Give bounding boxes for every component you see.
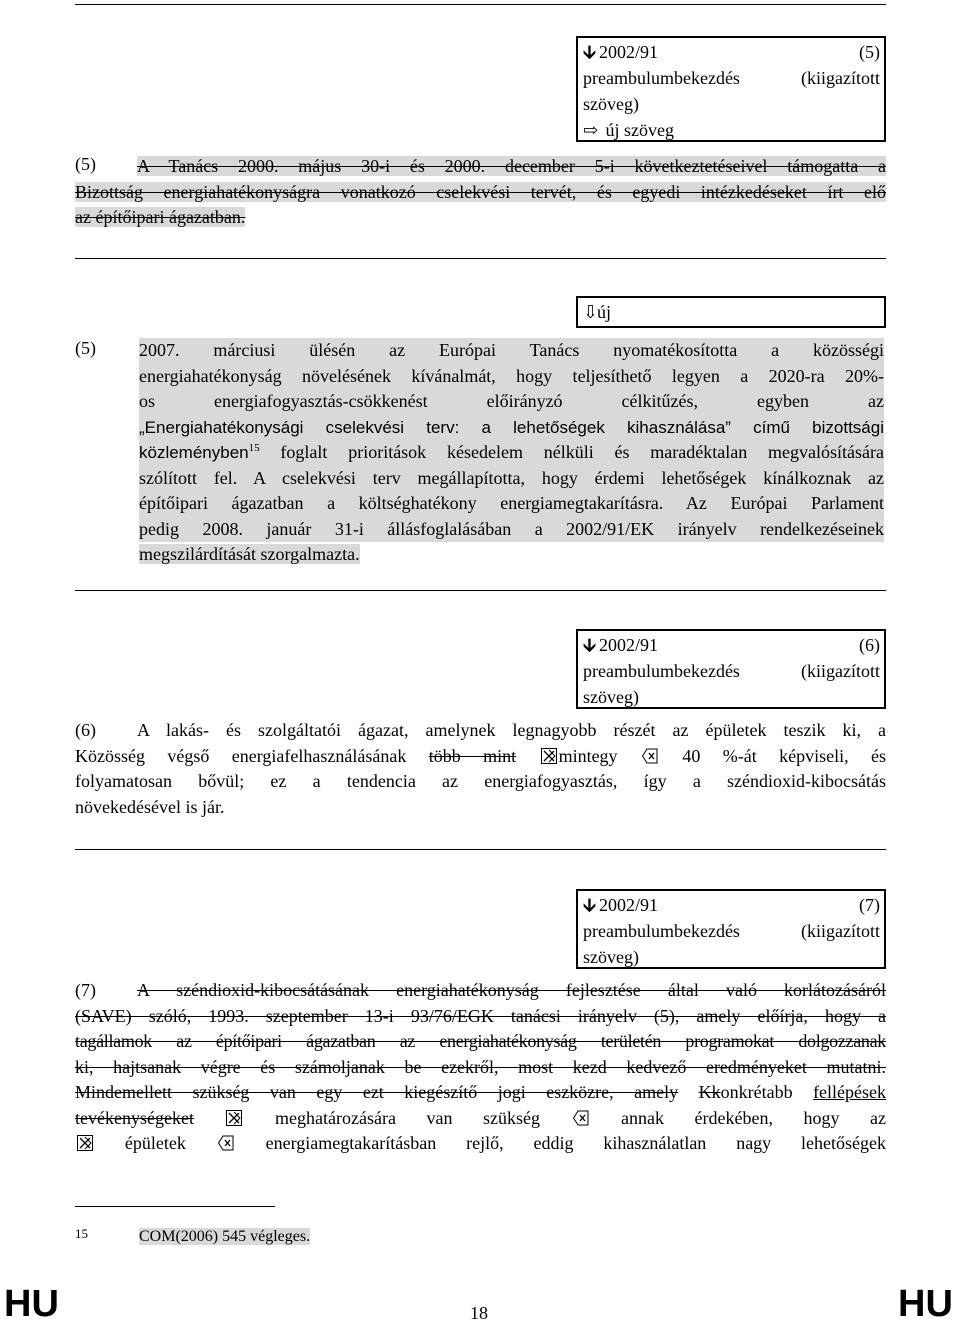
language-code-left: HU xyxy=(4,1283,59,1325)
insert-end-icon xyxy=(642,748,658,764)
arrow-down-icon: 🡫 xyxy=(583,635,596,655)
arrow-down-icon: 🡫 xyxy=(583,895,596,915)
para-number: (7) xyxy=(75,980,96,1000)
deleted-text: tevékenységeket xyxy=(75,1107,194,1128)
footnote-separator xyxy=(75,1206,275,1207)
insert-end-icon xyxy=(573,1110,589,1126)
separator-rule xyxy=(75,849,886,850)
footnote-number: 15 xyxy=(75,1226,88,1241)
insert-start-icon xyxy=(77,1135,93,1151)
deleted-paragraph-5: A Tanács 2000. május 30-i és 2000. december 5-i következtetéseivel támogatta a Bizottság energiahatékonyságra vonatkozó cselekvési tervét, és egyedi intézkedéseket írt elő az építőipari ágazatban. xyxy=(75,156,886,227)
insert-start-icon xyxy=(226,1110,242,1126)
new-paragraph-5: 2007. márciusi ülésén az Európai Tanács nyomatékosította a közösségi energiahatékonyság növelésének kívánalmát, hogy teljesíthető legyen a 2020-ra 20%- os energiafogyasztás-csökkenést előirányzó célkitűzés, egyben az „Energiahatékonysági cselekvési terv: a lehetőségek kihasználása” című bizottsági közleményben$^{15}$ foglalt prioritások késedelem nélküli és maradéktalan megvalósítására szólított fel. A cselekvési terv megállapította, hogy érdemi lehetőségek kínálkoznak az építőipari ágazatban a költséghatékony energiamegtakarításra. Az Európai Parlament pedig 2008. január 31-i állásfoglalásában a 2002/91/EK irányelv rendelkezéseinek megszilárdítását szorgalmazta. xyxy=(139,340,884,564)
separator-rule xyxy=(75,258,886,259)
footnote-ref[interactable]: 15 xyxy=(248,442,260,454)
inserted-text: fellépések xyxy=(813,1082,887,1102)
para-number: (5) xyxy=(75,338,96,358)
para-number: (5) xyxy=(75,154,96,174)
paragraph-6: (6) A lakás- és szolgáltatói ágazat, amelynek legnagyobb részét az épületek teszik ki, a Közösség végső energiafelhasználásának több mint mintegy 40 %-át képviseli, és folyamatosan bővül; ez a tendencia az energiafogyasztás, így a széndioxid-kibocsátás növekedésével is jár. xyxy=(75,720,887,817)
amendment-reference-box-7: 🡫 2002/91 (7) preambulumbekezdés (kiigazított szöveg) xyxy=(576,889,886,969)
language-code-right: HU xyxy=(898,1283,953,1325)
insert-start-icon xyxy=(541,748,557,764)
amendment-reference-box-6: 🡫 2002/91 (6) preambulumbekezdés (kiigazított szöveg) xyxy=(576,629,886,709)
page-number: 18 xyxy=(470,1303,488,1323)
arrow-down-icon: 🡫 xyxy=(583,42,596,62)
paragraph-7: (7) A széndioxid-kibocsátásának energiahatékonyság fejlesztése által való korlátozásáról (SAVE) szóló, 1993. szeptember 13-i 93/76/EGK tanácsi irányelv (5), amely előírja, hogy a tagállamok az építőipari ágazatban az energiahatékonyság területén programokat dolgozzanak ki, hajtsanak végre és számoljanak be ezekről, most kezd kedvező eredményeket mutatni. Mindemellett szükség van egy ezt kiegészítő jogi eszközre, amely Kkonkrétabb fellépések tevékenységeket meghatározására van szükség annak érdekében, hogy az épületek energiamegtakarításban rejlő, eddig kihasználatlan nagy lehetőségek xyxy=(75,980,887,1153)
ref-note-cont: szöveg) xyxy=(583,94,639,114)
hollow-arrow-right-icon: ⇨ xyxy=(583,120,599,140)
new-text-label: új szöveg xyxy=(605,120,674,140)
ref-paragraph: (5) xyxy=(859,42,880,62)
ref-note: (kiigazított xyxy=(801,68,880,88)
separator-rule xyxy=(75,590,886,591)
inserted-text: mintegy xyxy=(558,745,618,766)
para-number: (6) xyxy=(75,720,96,740)
deleted-text: több mint xyxy=(428,745,517,766)
footnote-text: COM(2006) 545 végleges. xyxy=(139,1228,311,1245)
ref-type: preambulumbekezdés xyxy=(583,68,740,88)
insert-end-icon xyxy=(218,1135,234,1151)
top-border xyxy=(75,4,886,5)
hollow-arrow-down-icon: ⇩ xyxy=(583,302,599,322)
amendment-reference-box-5 xyxy=(576,36,886,142)
new-text-box: ⇩új xyxy=(576,296,886,328)
ref-number: 2002/91 xyxy=(599,42,659,62)
